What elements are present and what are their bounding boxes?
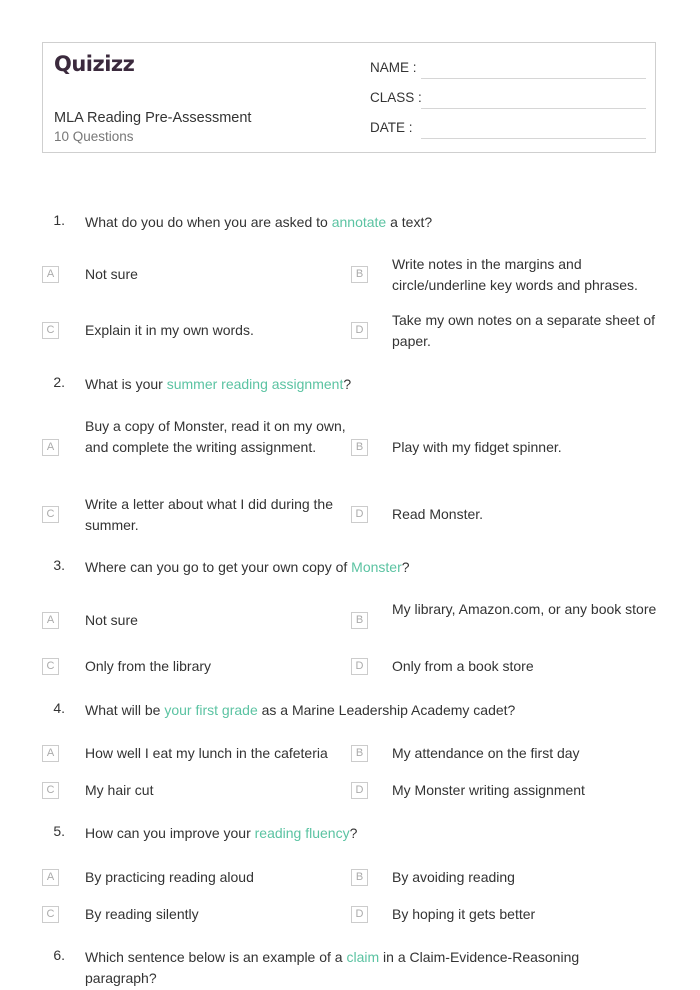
option-text: My library, Amazon.com, or any book store bbox=[392, 601, 657, 617]
option-letter-box[interactable]: C bbox=[42, 322, 59, 339]
question-number: 5. bbox=[53, 823, 65, 839]
question-text: Which sentence below is an example of a claim in a Claim-Evidence-Reasoning paragraph? bbox=[85, 949, 580, 986]
option-letter-box[interactable]: D bbox=[351, 906, 368, 923]
question-number: 1. bbox=[53, 212, 65, 228]
option-text: Not sure bbox=[85, 612, 138, 628]
option-text: Not sure bbox=[85, 266, 138, 282]
question-text: What is your summer reading assignment? bbox=[85, 376, 352, 392]
option-text: Buy a copy of Monster, read it on my own, and complete the writing assignment. bbox=[85, 418, 346, 455]
option-text: By reading silently bbox=[85, 906, 199, 922]
option-letter-box[interactable]: A bbox=[42, 869, 59, 886]
question-text: How can you improve your reading fluency? bbox=[85, 825, 358, 841]
option-text: Take my own notes on a separate sheet of paper. bbox=[392, 312, 656, 349]
question-count: 10 Questions bbox=[54, 129, 134, 144]
option-text: Write a letter about what I did during the summer. bbox=[85, 496, 333, 533]
option-letter-box[interactable]: A bbox=[42, 266, 59, 283]
quizizz-logo: Quizizz bbox=[54, 52, 135, 76]
question-keyword: your first grade bbox=[164, 702, 258, 718]
question-number: 6. bbox=[53, 947, 65, 963]
option-letter-box[interactable]: D bbox=[351, 322, 368, 339]
option-letter-box[interactable]: A bbox=[42, 612, 59, 629]
question-keyword: summer reading assignment bbox=[166, 376, 344, 392]
option-letter-box[interactable]: B bbox=[351, 745, 368, 762]
option-text: Only from the library bbox=[85, 658, 212, 674]
worksheet-title: MLA Reading Pre-Assessment bbox=[54, 110, 252, 126]
class-field[interactable] bbox=[421, 108, 646, 109]
option-text: Read Monster. bbox=[392, 506, 484, 522]
option-letter-box[interactable]: A bbox=[42, 439, 59, 456]
date-field[interactable] bbox=[421, 138, 646, 139]
option-text: My Monster writing assignment bbox=[392, 782, 585, 798]
question-number: 2. bbox=[53, 374, 65, 390]
option-letter-box[interactable]: B bbox=[351, 612, 368, 629]
question-keyword: claim bbox=[346, 949, 380, 965]
question-text: What do you do when you are asked to annotate a text? bbox=[85, 214, 433, 230]
option-text: Explain it in my own words. bbox=[85, 322, 254, 338]
question-text: Where can you go to get your own copy of Monster? bbox=[85, 559, 410, 575]
option-letter-box[interactable]: D bbox=[351, 782, 368, 799]
question-keyword: Monster bbox=[351, 559, 402, 575]
option-letter-box[interactable]: C bbox=[42, 506, 59, 523]
option-text: Write notes in the margins and circle/underline key words and phrases. bbox=[392, 256, 638, 293]
option-letter-box[interactable]: D bbox=[351, 658, 368, 675]
name-label: NAME : bbox=[370, 60, 417, 75]
question-text: What will be your first grade as a Marine Leadership Academy cadet? bbox=[85, 702, 516, 718]
option-letter-box[interactable]: B bbox=[351, 869, 368, 886]
question-keyword: annotate bbox=[331, 214, 387, 230]
option-letter-box[interactable]: A bbox=[42, 745, 59, 762]
option-text: My attendance on the first day bbox=[392, 745, 580, 761]
option-letter-box[interactable]: C bbox=[42, 906, 59, 923]
option-letter-box[interactable]: C bbox=[42, 782, 59, 799]
question-keyword: reading fluency bbox=[254, 825, 350, 841]
option-letter-box[interactable]: D bbox=[351, 506, 368, 523]
date-label: DATE : bbox=[370, 120, 413, 135]
question-number: 4. bbox=[53, 700, 65, 716]
option-letter-box[interactable]: B bbox=[351, 266, 368, 283]
option-text: By avoiding reading bbox=[392, 869, 515, 885]
option-text: Only from a book store bbox=[392, 658, 534, 674]
class-label: CLASS : bbox=[370, 90, 422, 105]
option-letter-box[interactable]: B bbox=[351, 439, 368, 456]
option-letter-box[interactable]: C bbox=[42, 658, 59, 675]
option-text: How well I eat my lunch in the cafeteria bbox=[85, 745, 328, 761]
worksheet-header bbox=[42, 42, 656, 153]
name-field[interactable] bbox=[421, 78, 646, 79]
question-number: 3. bbox=[53, 557, 65, 573]
option-text: By practicing reading aloud bbox=[85, 869, 254, 885]
option-text: Play with my fidget spinner. bbox=[392, 439, 562, 455]
option-text: By hoping it gets better bbox=[392, 906, 536, 922]
option-text: My hair cut bbox=[85, 782, 154, 798]
